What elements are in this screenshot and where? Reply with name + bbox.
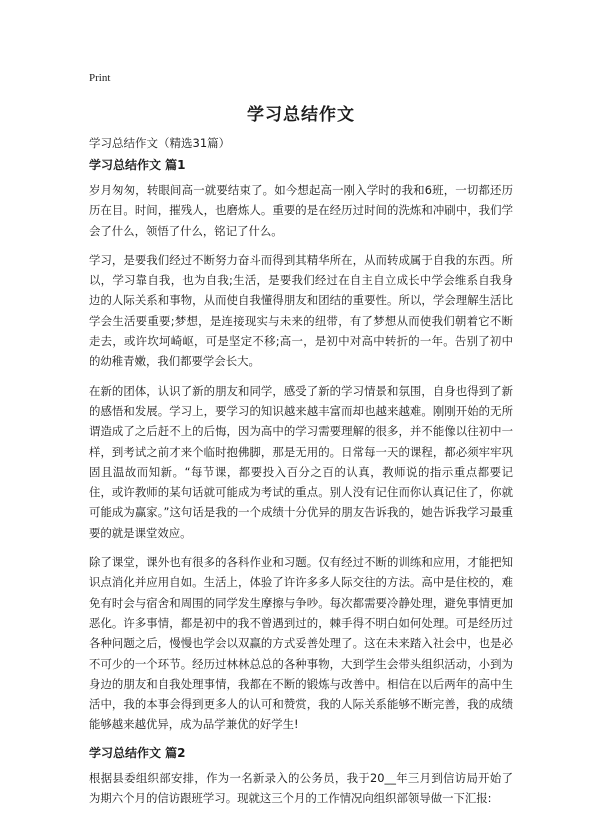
print-link[interactable]: Print <box>89 72 111 84</box>
paragraph: 学习，是要我们经过不断努力奋斗而得到其精华所在，从而转成属于自我的东西。所以，学习靠自我，也为自我;生活，是要我们经过在自主自立成长中学会维系自我身边的人际关系和事物，从而使自我懂得朋友和团结的重要性。所以，学会理解生活比学会生活要重要;梦想，是连接现实与未来的纽带，有了梦想从而使我们朝着它不断走去，或许坎坷崎岖，可是坚定不移;高一，是初中对高中转折的一年。告别了初中的幼稚青嫩，我们都要学会长大。 <box>89 252 513 369</box>
article-body <box>89 156 513 817</box>
section-heading: 学习总结作文 篇1 <box>89 158 186 172</box>
paragraph: 除了课堂，课外也有很多的各科作业和习题。仅有经过不断的训练和应用，才能把知识点消化并应用自如。生活上，体验了许许多多人际交往的方法。高中是住校的，难免有时会与宿舍和周围的同学发生摩擦与争吵。每次都需要冷静处理，避免事情更加恶化。许多事情，都是初中的我不曾遇到过的，棘手得不明白如何处理。可是经历过各种问题之后，慢慢也学会以双赢的方式妥善处理了。这在未来踏入社会中，也是必不可少的一个环节。经历过林林总总的各种事物，大到学生会带头组织活动，小到为身边的朋友和自我处理事情，我都在不断的锻炼与改善中。相信在以后两年的高中生活中，我的本事会得到更多人的认可和赞赏，我的人际关系能够不断完善，我的成绩能够越来越优异，成为品学兼优的好学生! <box>89 555 513 732</box>
section-1 <box>89 156 513 735</box>
section-2 <box>89 744 513 809</box>
section-heading: 学习总结作文 篇2 <box>89 745 186 760</box>
paragraph: 岁月匆匆，转眼间高一就要结束了。如今想起高一刚入学时的我和6班，一切都还历历在目。时间，摧残人，也磨炼人。重要的是在经历过时间的洗炼和冲刷中，我们学会了什么，领悟了什么，铭记了什么。 <box>89 183 513 238</box>
paragraph: 根据县委组织部安排，作为一名新录入的公务员，我于20__年三月到信访局开始了为期六个月的信访跟班学习。现就这三个月的工作情况向组织部领导做一下汇报: <box>89 770 513 806</box>
document-subtitle: 学习总结作文（精选31篇） <box>89 136 231 150</box>
page-title: 学习总结作文 <box>247 105 355 125</box>
paragraph: 在新的团体，认识了新的朋友和同学，感受了新的学习情景和氛围，自身也得到了新的感悟和发展。学习上，要学习的知识越来越丰富而却也越来越难。刚刚开始的无所谓造成了之后赶不上的后悔，因为高中的学习需要理解的很多，并不能像以往初中一样，到考试之前才来个临时抱佛脚，那是无用的。日常每一天的课程，都必须牢牢巩固且温故而知新。“每节课，都要投入百分之百的认真，教师说的指示重点都要记住，或许教师的某句话就可能成为考试的重点。别人没有记住而你认真记住了，你就可能成为赢家。”这句话是我的一个成绩十分优异的朋友告诉我的，她告诉我学习最重要的就是课堂效应。 <box>89 383 513 540</box>
